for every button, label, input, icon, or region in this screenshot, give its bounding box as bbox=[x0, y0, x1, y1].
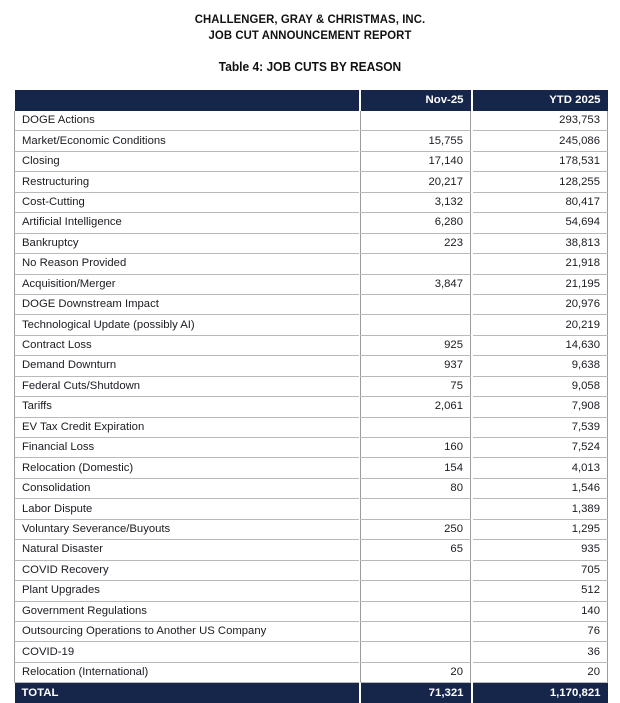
cell-reason: Government Regulations bbox=[15, 601, 359, 621]
table-row bbox=[15, 581, 608, 601]
cell-month-value: 80 bbox=[361, 478, 471, 498]
cell-reason: Relocation (International) bbox=[15, 662, 359, 682]
cell-month-value bbox=[361, 499, 471, 519]
cell-month-value bbox=[361, 560, 471, 580]
cell-reason: EV Tax Credit Expiration bbox=[15, 417, 359, 437]
total-label: TOTAL bbox=[15, 683, 359, 703]
table-row bbox=[15, 397, 608, 417]
cell-reason: Demand Downturn bbox=[15, 356, 359, 376]
company-title: CHALLENGER, GRAY & CHRISTMAS, INC. bbox=[194, 12, 426, 26]
cell-reason: Closing bbox=[15, 151, 359, 171]
table-row bbox=[15, 111, 608, 131]
report-title: JOB CUT ANNOUNCEMENT REPORT bbox=[208, 27, 412, 42]
total-row bbox=[15, 683, 608, 703]
cell-month-value bbox=[361, 601, 471, 621]
cell-ytd-value: 935 bbox=[473, 540, 608, 560]
cell-month-value: 17,140 bbox=[361, 151, 471, 171]
table-body bbox=[15, 111, 608, 683]
cell-month-value bbox=[361, 254, 471, 274]
cell-ytd-value: 293,753 bbox=[473, 111, 608, 131]
table-row bbox=[15, 621, 608, 641]
cell-ytd-value: 38,813 bbox=[473, 233, 608, 253]
cell-ytd-value: 21,918 bbox=[473, 254, 608, 274]
cell-month-value: 937 bbox=[361, 356, 471, 376]
cell-month-value: 65 bbox=[361, 540, 471, 560]
table-row bbox=[15, 213, 608, 233]
cell-month-value: 20,217 bbox=[361, 172, 471, 192]
cell-reason: DOGE Actions bbox=[15, 111, 359, 131]
cell-reason: Technological Update (possibly AI) bbox=[15, 315, 359, 335]
cell-reason: Relocation (Domestic) bbox=[15, 458, 359, 478]
cell-ytd-value: 1,295 bbox=[473, 519, 608, 539]
cell-reason: Bankruptcy bbox=[15, 233, 359, 253]
cell-reason: Labor Dispute bbox=[15, 499, 359, 519]
table-header bbox=[15, 90, 608, 111]
cell-reason: DOGE Downstream Impact bbox=[15, 294, 359, 314]
cell-month-value: 20 bbox=[361, 662, 471, 682]
cell-ytd-value: 21,195 bbox=[473, 274, 608, 294]
cell-ytd-value: 140 bbox=[473, 601, 608, 621]
cell-reason: Cost-Cutting bbox=[15, 192, 359, 212]
cell-reason: Consolidation bbox=[15, 478, 359, 498]
cell-reason: Contract Loss bbox=[15, 335, 359, 355]
table-row bbox=[15, 478, 608, 498]
cell-ytd-value: 54,694 bbox=[473, 213, 608, 233]
cell-reason: COVID Recovery bbox=[15, 560, 359, 580]
cell-reason: Outsourcing Operations to Another US Company bbox=[15, 621, 359, 641]
column-header-month: Nov-25 bbox=[361, 90, 471, 111]
table-header-row bbox=[15, 90, 608, 111]
cell-ytd-value: 7,908 bbox=[473, 397, 608, 417]
cell-ytd-value: 1,546 bbox=[473, 478, 608, 498]
cell-month-value bbox=[361, 315, 471, 335]
cell-ytd-value: 705 bbox=[473, 560, 608, 580]
cell-reason: Artificial Intelligence bbox=[15, 213, 359, 233]
cell-reason: No Reason Provided bbox=[15, 254, 359, 274]
table-row bbox=[15, 458, 608, 478]
table-row bbox=[15, 294, 608, 314]
table-row bbox=[15, 499, 608, 519]
cell-month-value: 2,061 bbox=[361, 397, 471, 417]
table-row bbox=[15, 662, 608, 682]
cell-month-value: 925 bbox=[361, 335, 471, 355]
table-row bbox=[15, 254, 608, 274]
cell-month-value: 250 bbox=[361, 519, 471, 539]
table-row bbox=[15, 519, 608, 539]
table-row bbox=[15, 356, 608, 376]
table-row bbox=[15, 642, 608, 662]
table-row bbox=[15, 417, 608, 437]
cell-ytd-value: 1,389 bbox=[473, 499, 608, 519]
cell-month-value bbox=[361, 621, 471, 641]
cell-ytd-value: 36 bbox=[473, 642, 608, 662]
table-row bbox=[15, 274, 608, 294]
cell-reason: Market/Economic Conditions bbox=[15, 131, 359, 151]
cell-ytd-value: 20,976 bbox=[473, 294, 608, 314]
table-footer bbox=[15, 683, 608, 703]
cell-ytd-value: 76 bbox=[473, 621, 608, 641]
cell-reason: Financial Loss bbox=[15, 438, 359, 458]
job-cuts-table bbox=[14, 90, 608, 703]
cell-month-value bbox=[361, 581, 471, 601]
cell-ytd-value: 245,086 bbox=[473, 131, 608, 151]
table-row bbox=[15, 192, 608, 212]
table-caption: Table 4: JOB CUTS BY REASON bbox=[218, 60, 402, 74]
table-row bbox=[15, 233, 608, 253]
cell-ytd-value: 20,219 bbox=[473, 315, 608, 335]
cell-ytd-value: 20 bbox=[473, 662, 608, 682]
cell-reason: COVID-19 bbox=[15, 642, 359, 662]
cell-reason: Federal Cuts/Shutdown bbox=[15, 376, 359, 396]
cell-month-value: 15,755 bbox=[361, 131, 471, 151]
table-container bbox=[14, 90, 607, 703]
cell-ytd-value: 178,531 bbox=[473, 151, 608, 171]
cell-month-value bbox=[361, 642, 471, 662]
cell-month-value bbox=[361, 417, 471, 437]
cell-ytd-value: 512 bbox=[473, 581, 608, 601]
table-row bbox=[15, 315, 608, 335]
table-row bbox=[15, 151, 608, 171]
total-ytd-value: 1,170,821 bbox=[473, 683, 608, 703]
cell-ytd-value: 80,417 bbox=[473, 192, 608, 212]
cell-month-value: 3,847 bbox=[361, 274, 471, 294]
cell-reason: Acquisition/Merger bbox=[15, 274, 359, 294]
table-row bbox=[15, 540, 608, 560]
cell-month-value: 75 bbox=[361, 376, 471, 396]
cell-ytd-value: 7,539 bbox=[473, 417, 608, 437]
cell-reason: Natural Disaster bbox=[15, 540, 359, 560]
cell-month-value bbox=[361, 111, 471, 131]
cell-ytd-value: 14,630 bbox=[473, 335, 608, 355]
column-header-reason bbox=[15, 90, 359, 111]
cell-month-value: 6,280 bbox=[361, 213, 471, 233]
table-row bbox=[15, 172, 608, 192]
table-row bbox=[15, 560, 608, 580]
cell-month-value bbox=[361, 294, 471, 314]
column-header-ytd: YTD 2025 bbox=[473, 90, 608, 111]
cell-reason: Voluntary Severance/Buyouts bbox=[15, 519, 359, 539]
cell-month-value: 223 bbox=[361, 233, 471, 253]
cell-ytd-value: 9,638 bbox=[473, 356, 608, 376]
table-row bbox=[15, 131, 608, 151]
table-row bbox=[15, 438, 608, 458]
cell-ytd-value: 4,013 bbox=[473, 458, 608, 478]
table-row bbox=[15, 335, 608, 355]
cell-ytd-value: 9,058 bbox=[473, 376, 608, 396]
cell-reason: Plant Upgrades bbox=[15, 581, 359, 601]
table-row bbox=[15, 601, 608, 621]
cell-month-value: 3,132 bbox=[361, 192, 471, 212]
report-header bbox=[0, 0, 620, 75]
cell-reason: Restructuring bbox=[15, 172, 359, 192]
total-month-value: 71,321 bbox=[361, 683, 471, 703]
table-row bbox=[15, 376, 608, 396]
cell-ytd-value: 128,255 bbox=[473, 172, 608, 192]
cell-reason: Tariffs bbox=[15, 397, 359, 417]
cell-ytd-value: 7,524 bbox=[473, 438, 608, 458]
cell-month-value: 160 bbox=[361, 438, 471, 458]
cell-month-value: 154 bbox=[361, 458, 471, 478]
